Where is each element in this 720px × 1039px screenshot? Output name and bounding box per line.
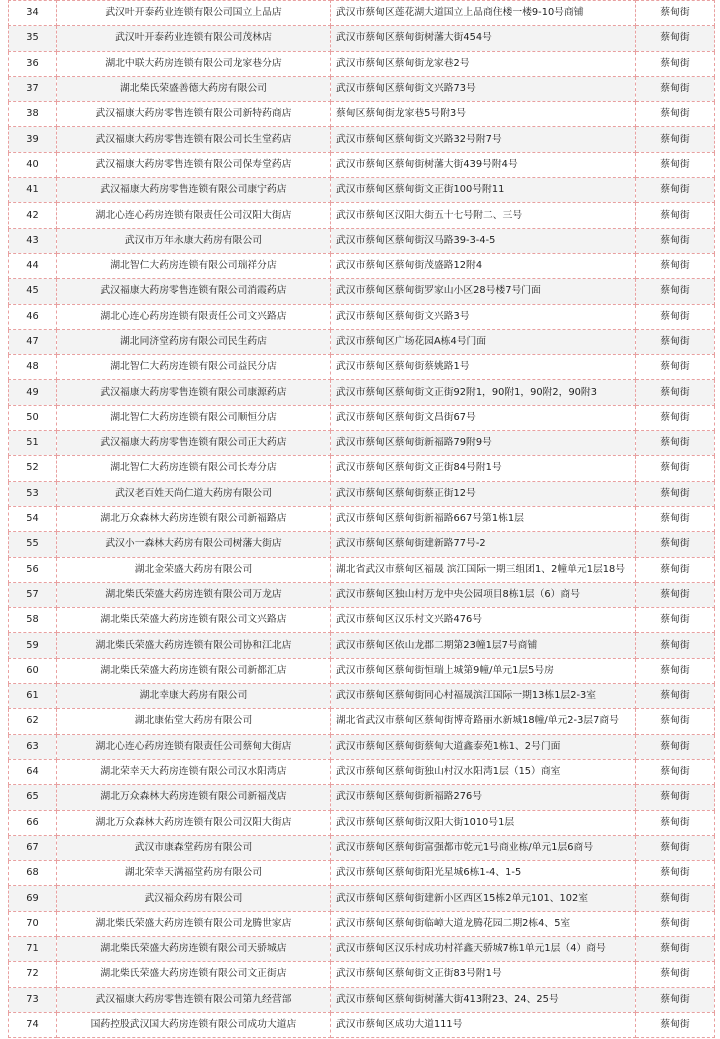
table-row (9, 709, 715, 734)
table-row (9, 431, 715, 456)
pharmacy-name-cell: 武汉叶开泰药业连锁有限公司国立上品店 (57, 1, 331, 26)
row-number-cell: 57 (9, 582, 57, 607)
address-cell: 武汉市蔡甸区广场花园A栋4号门面 (331, 329, 636, 354)
address-cell: 武汉市蔡甸区蔡甸街同心村福晟滨江国际一期13栋1层2-3室 (331, 684, 636, 709)
street-cell: 蔡甸街 (636, 102, 715, 127)
street-cell: 蔡甸街 (636, 178, 715, 203)
pharmacy-table (8, 0, 715, 1038)
pharmacy-name-cell: 湖北同济堂药房有限公司民生药店 (57, 329, 331, 354)
table-row (9, 51, 715, 76)
pharmacy-name-cell: 湖北幸康大药房有限公司 (57, 684, 331, 709)
row-number-cell: 55 (9, 532, 57, 557)
table-row (9, 582, 715, 607)
street-cell: 蔡甸街 (636, 608, 715, 633)
table-row (9, 304, 715, 329)
pharmacy-name-cell: 武汉福康大药房零售连锁有限公司正大药店 (57, 431, 331, 456)
address-cell: 武汉市蔡甸区蔡甸街蔡姚路1号 (331, 355, 636, 380)
street-cell: 蔡甸街 (636, 51, 715, 76)
table-row (9, 962, 715, 987)
table-row (9, 633, 715, 658)
street-cell: 蔡甸街 (636, 861, 715, 886)
row-number-cell: 68 (9, 861, 57, 886)
row-number-cell: 67 (9, 835, 57, 860)
address-cell: 湖北省武汉市蔡甸区福晟 滨江国际一期三组团1、2幢单元1层18号 (331, 557, 636, 582)
row-number-cell: 54 (9, 506, 57, 531)
pharmacy-name-cell: 武汉市万年永康大药房有限公司 (57, 228, 331, 253)
address-cell: 武汉市蔡甸区蔡甸街独山村汉水阳湾1层（15）商室 (331, 759, 636, 784)
address-cell: 武汉市蔡甸区蔡甸街茂盛路12附4 (331, 253, 636, 278)
table-row (9, 102, 715, 127)
address-cell: 武汉市蔡甸区依山龙郡二期第23幢1层7号商铺 (331, 633, 636, 658)
street-cell: 蔡甸街 (636, 152, 715, 177)
address-cell: 武汉市蔡甸区蔡甸街罗家山小区28号楼7号门面 (331, 279, 636, 304)
row-number-cell: 39 (9, 127, 57, 152)
pharmacy-name-cell: 湖北荣幸天满福堂药房有限公司 (57, 861, 331, 886)
row-number-cell: 45 (9, 279, 57, 304)
address-cell: 武汉市蔡甸区汉阳大街五十七号附二、三号 (331, 203, 636, 228)
address-cell: 武汉市蔡甸区蔡甸街文兴路32号附7号 (331, 127, 636, 152)
street-cell: 蔡甸街 (636, 26, 715, 51)
row-number-cell: 66 (9, 810, 57, 835)
row-number-cell: 62 (9, 709, 57, 734)
pharmacy-name-cell: 湖北万众森林大药房连锁有限公司新福茂店 (57, 785, 331, 810)
address-cell: 武汉市蔡甸区成功大道111号 (331, 1012, 636, 1037)
address-cell: 武汉市蔡甸区蔡甸街汉阳大街1010号1层 (331, 810, 636, 835)
street-cell: 蔡甸街 (636, 684, 715, 709)
address-cell: 湖北省武汉市蔡甸区蔡甸街博奇路丽水新城18幢/单元2-3层7商号 (331, 709, 636, 734)
pharmacy-name-cell: 武汉福康大药房零售连锁有限公司消霞药店 (57, 279, 331, 304)
row-number-cell: 60 (9, 658, 57, 683)
table-row (9, 178, 715, 203)
address-cell: 武汉市蔡甸区莲花湖大道国立上品商住楼一楼9-10号商铺 (331, 1, 636, 26)
street-cell: 蔡甸街 (636, 532, 715, 557)
table-row (9, 886, 715, 911)
street-cell: 蔡甸街 (636, 203, 715, 228)
street-cell: 蔡甸街 (636, 127, 715, 152)
pharmacy-name-cell: 武汉叶开泰药业连锁有限公司茂林店 (57, 26, 331, 51)
row-number-cell: 34 (9, 1, 57, 26)
row-number-cell: 50 (9, 405, 57, 430)
street-cell: 蔡甸街 (636, 380, 715, 405)
pharmacy-name-cell: 湖北柴氏荣盛大药房连锁有限公司龙腾世家店 (57, 911, 331, 936)
row-number-cell: 69 (9, 886, 57, 911)
street-cell: 蔡甸街 (636, 658, 715, 683)
row-number-cell: 38 (9, 102, 57, 127)
row-number-cell: 56 (9, 557, 57, 582)
table-row (9, 152, 715, 177)
address-cell: 武汉市蔡甸区蔡甸街龙家巷2号 (331, 51, 636, 76)
row-number-cell: 64 (9, 759, 57, 784)
pharmacy-name-cell: 湖北心连心药房连锁有限责任公司文兴路店 (57, 304, 331, 329)
table-row (9, 203, 715, 228)
pharmacy-name-cell: 湖北智仁大药房连锁有限公司瑞祥分店 (57, 253, 331, 278)
row-number-cell: 51 (9, 431, 57, 456)
pharmacy-name-cell: 湖北中联大药房连锁有限公司龙家巷分店 (57, 51, 331, 76)
street-cell: 蔡甸街 (636, 329, 715, 354)
street-cell: 蔡甸街 (636, 936, 715, 961)
pharmacy-name-cell: 湖北康佑堂大药房有限公司 (57, 709, 331, 734)
table-row (9, 835, 715, 860)
row-number-cell: 37 (9, 76, 57, 101)
pharmacy-name-cell: 湖北智仁大药房连锁有限公司长寿分店 (57, 456, 331, 481)
row-number-cell: 58 (9, 608, 57, 633)
street-cell: 蔡甸街 (636, 734, 715, 759)
table-row (9, 76, 715, 101)
street-cell: 蔡甸街 (636, 1012, 715, 1037)
pharmacy-name-cell: 武汉福康大药房零售连锁有限公司新特药商店 (57, 102, 331, 127)
table-row (9, 380, 715, 405)
street-cell: 蔡甸街 (636, 709, 715, 734)
pharmacy-name-cell: 湖北柴氏荣盛大药房连锁有限公司文正街店 (57, 962, 331, 987)
row-number-cell: 74 (9, 1012, 57, 1037)
row-number-cell: 41 (9, 178, 57, 203)
pharmacy-name-cell: 武汉小一森林大药房有限公司树藩大街店 (57, 532, 331, 557)
row-number-cell: 46 (9, 304, 57, 329)
row-number-cell: 71 (9, 936, 57, 961)
row-number-cell: 49 (9, 380, 57, 405)
table-row (9, 127, 715, 152)
row-number-cell: 47 (9, 329, 57, 354)
table-row (9, 1, 715, 26)
street-cell: 蔡甸街 (636, 582, 715, 607)
address-cell: 武汉市蔡甸区蔡甸街树藩大街454号 (331, 26, 636, 51)
table-row (9, 532, 715, 557)
pharmacy-name-cell: 湖北柴氏荣盛大药房连锁有限公司万龙店 (57, 582, 331, 607)
street-cell: 蔡甸街 (636, 759, 715, 784)
street-cell: 蔡甸街 (636, 810, 715, 835)
row-number-cell: 65 (9, 785, 57, 810)
row-number-cell: 35 (9, 26, 57, 51)
row-number-cell: 63 (9, 734, 57, 759)
street-cell: 蔡甸街 (636, 481, 715, 506)
table-row (9, 684, 715, 709)
pharmacy-name-cell: 湖北心连心药房连锁有限责任公司汉阳大街店 (57, 203, 331, 228)
table-row (9, 405, 715, 430)
street-cell: 蔡甸街 (636, 355, 715, 380)
row-number-cell: 70 (9, 911, 57, 936)
address-cell: 武汉市蔡甸区蔡甸街文正街83号附1号 (331, 962, 636, 987)
pharmacy-name-cell: 湖北柴氏荣盛善德大药房有限公司 (57, 76, 331, 101)
table-row (9, 911, 715, 936)
table-row (9, 456, 715, 481)
address-cell: 武汉市蔡甸区蔡甸街恒瑞上城第9幢/单元1层5号房 (331, 658, 636, 683)
table-row (9, 228, 715, 253)
street-cell: 蔡甸街 (636, 633, 715, 658)
address-cell: 武汉市蔡甸区蔡甸街树藩大街439号附4号 (331, 152, 636, 177)
pharmacy-name-cell: 湖北柴氏荣盛大药房连锁有限公司文兴路店 (57, 608, 331, 633)
address-cell: 武汉市蔡甸区蔡甸街文正街84号附1号 (331, 456, 636, 481)
pharmacy-name-cell: 湖北心连心药房连锁有限责任公司蔡甸大街店 (57, 734, 331, 759)
table-row (9, 557, 715, 582)
table-row (9, 279, 715, 304)
table-row (9, 759, 715, 784)
table-row (9, 785, 715, 810)
address-cell: 武汉市蔡甸区蔡甸街阳光星城6栋1-4、1-5 (331, 861, 636, 886)
address-cell: 武汉市蔡甸区蔡甸街文昌街67号 (331, 405, 636, 430)
pharmacy-name-cell: 湖北智仁大药房连锁有限公司顺恒分店 (57, 405, 331, 430)
pharmacy-name-cell: 湖北柴氏荣盛大药房连锁有限公司天骄城店 (57, 936, 331, 961)
row-number-cell: 53 (9, 481, 57, 506)
pharmacy-name-cell: 武汉福康大药房零售连锁有限公司长生堂药店 (57, 127, 331, 152)
address-cell: 武汉市蔡甸区汉乐村成功村祥鑫天骄城7栋1单元1层（4）商号 (331, 936, 636, 961)
street-cell: 蔡甸街 (636, 506, 715, 531)
pharmacy-name-cell: 湖北荣幸天大药房连锁有限公司汉水阳湾店 (57, 759, 331, 784)
table-row (9, 481, 715, 506)
street-cell: 蔡甸街 (636, 76, 715, 101)
pharmacy-name-cell: 武汉老百姓天尚仁道大药房有限公司 (57, 481, 331, 506)
address-cell: 武汉市蔡甸区蔡甸街蔡甸大道鑫泰苑1栋1、2号门面 (331, 734, 636, 759)
address-cell: 武汉市蔡甸区蔡甸街新福路667号第1栋1层 (331, 506, 636, 531)
pharmacy-name-cell: 武汉福众药房有限公司 (57, 886, 331, 911)
address-cell: 武汉市蔡甸区蔡甸街新福路276号 (331, 785, 636, 810)
row-number-cell: 36 (9, 51, 57, 76)
pharmacy-name-cell: 武汉福康大药房零售连锁有限公司康源药店 (57, 380, 331, 405)
pharmacy-name-cell: 湖北柴氏荣盛大药房连锁有限公司协和江北店 (57, 633, 331, 658)
table-row (9, 253, 715, 278)
street-cell: 蔡甸街 (636, 557, 715, 582)
pharmacy-name-cell: 国药控股武汉国大药房连锁有限公司成功大道店 (57, 1012, 331, 1037)
street-cell: 蔡甸街 (636, 835, 715, 860)
pharmacy-name-cell: 湖北金荣盛大药房有限公司 (57, 557, 331, 582)
address-cell: 武汉市蔡甸区蔡甸街新福路79附9号 (331, 431, 636, 456)
address-cell: 武汉市蔡甸区蔡甸街文兴路73号 (331, 76, 636, 101)
address-cell: 武汉市蔡甸区蔡甸街汉马路39-3-4-5 (331, 228, 636, 253)
table-row (9, 355, 715, 380)
address-cell: 武汉市蔡甸区蔡甸街富强都市乾元1号商业栋/单元1层6商号 (331, 835, 636, 860)
table-row (9, 734, 715, 759)
pharmacy-name-cell: 湖北柴氏荣盛大药房连锁有限公司新都汇店 (57, 658, 331, 683)
table-row (9, 1012, 715, 1037)
row-number-cell: 59 (9, 633, 57, 658)
pharmacy-name-cell: 湖北万众森林大药房连锁有限公司汉阳大街店 (57, 810, 331, 835)
pharmacy-name-cell: 湖北万众森林大药房连锁有限公司新福路店 (57, 506, 331, 531)
pharmacy-name-cell: 武汉福康大药房零售连锁有限公司保寿堂药店 (57, 152, 331, 177)
street-cell: 蔡甸街 (636, 962, 715, 987)
address-cell: 武汉市蔡甸区蔡甸街建新路77号-2 (331, 532, 636, 557)
row-number-cell: 48 (9, 355, 57, 380)
table-row (9, 608, 715, 633)
address-cell: 武汉市蔡甸区汉乐村文兴路476号 (331, 608, 636, 633)
table-row (9, 936, 715, 961)
street-cell: 蔡甸街 (636, 785, 715, 810)
row-number-cell: 61 (9, 684, 57, 709)
street-cell: 蔡甸街 (636, 279, 715, 304)
street-cell: 蔡甸街 (636, 987, 715, 1012)
street-cell: 蔡甸街 (636, 431, 715, 456)
pharmacy-name-cell: 武汉福康大药房零售连锁有限公司康宁药店 (57, 178, 331, 203)
row-number-cell: 52 (9, 456, 57, 481)
table-row (9, 810, 715, 835)
address-cell: 武汉市蔡甸区蔡甸街蔡正街12号 (331, 481, 636, 506)
street-cell: 蔡甸街 (636, 886, 715, 911)
table-row (9, 861, 715, 886)
address-cell: 武汉市蔡甸区蔡甸街文兴路3号 (331, 304, 636, 329)
table-row (9, 329, 715, 354)
table-row (9, 987, 715, 1012)
pharmacy-name-cell: 武汉福康大药房零售连锁有限公司第九经营部 (57, 987, 331, 1012)
street-cell: 蔡甸街 (636, 228, 715, 253)
address-cell: 武汉市蔡甸区蔡甸街临嶂大道龙腾花园二期2栋4、5室 (331, 911, 636, 936)
address-cell: 武汉市蔡甸区蔡甸街文正街92附1，90附1，90附2，90附3 (331, 380, 636, 405)
street-cell: 蔡甸街 (636, 911, 715, 936)
pharmacy-name-cell: 湖北智仁大药房连锁有限公司益民分店 (57, 355, 331, 380)
table-row (9, 506, 715, 531)
pharmacy-table-body (9, 1, 715, 1038)
street-cell: 蔡甸街 (636, 304, 715, 329)
row-number-cell: 73 (9, 987, 57, 1012)
table-row (9, 26, 715, 51)
address-cell: 武汉市蔡甸区蔡甸街文正街100号附11 (331, 178, 636, 203)
table-row (9, 658, 715, 683)
address-cell: 武汉市蔡甸区蔡甸街建新小区西区15栋2单元101、102室 (331, 886, 636, 911)
street-cell: 蔡甸街 (636, 1, 715, 26)
street-cell: 蔡甸街 (636, 253, 715, 278)
row-number-cell: 40 (9, 152, 57, 177)
address-cell: 蔡甸区蔡甸街龙家巷5号附3号 (331, 102, 636, 127)
row-number-cell: 43 (9, 228, 57, 253)
pharmacy-name-cell: 武汉市康森堂药房有限公司 (57, 835, 331, 860)
address-cell: 武汉市蔡甸区蔡甸街树藩大街413附23、24、25号 (331, 987, 636, 1012)
street-cell: 蔡甸街 (636, 456, 715, 481)
row-number-cell: 42 (9, 203, 57, 228)
row-number-cell: 44 (9, 253, 57, 278)
address-cell: 武汉市蔡甸区独山村万龙中央公园项目8栋1层（6）商号 (331, 582, 636, 607)
row-number-cell: 72 (9, 962, 57, 987)
street-cell: 蔡甸街 (636, 405, 715, 430)
